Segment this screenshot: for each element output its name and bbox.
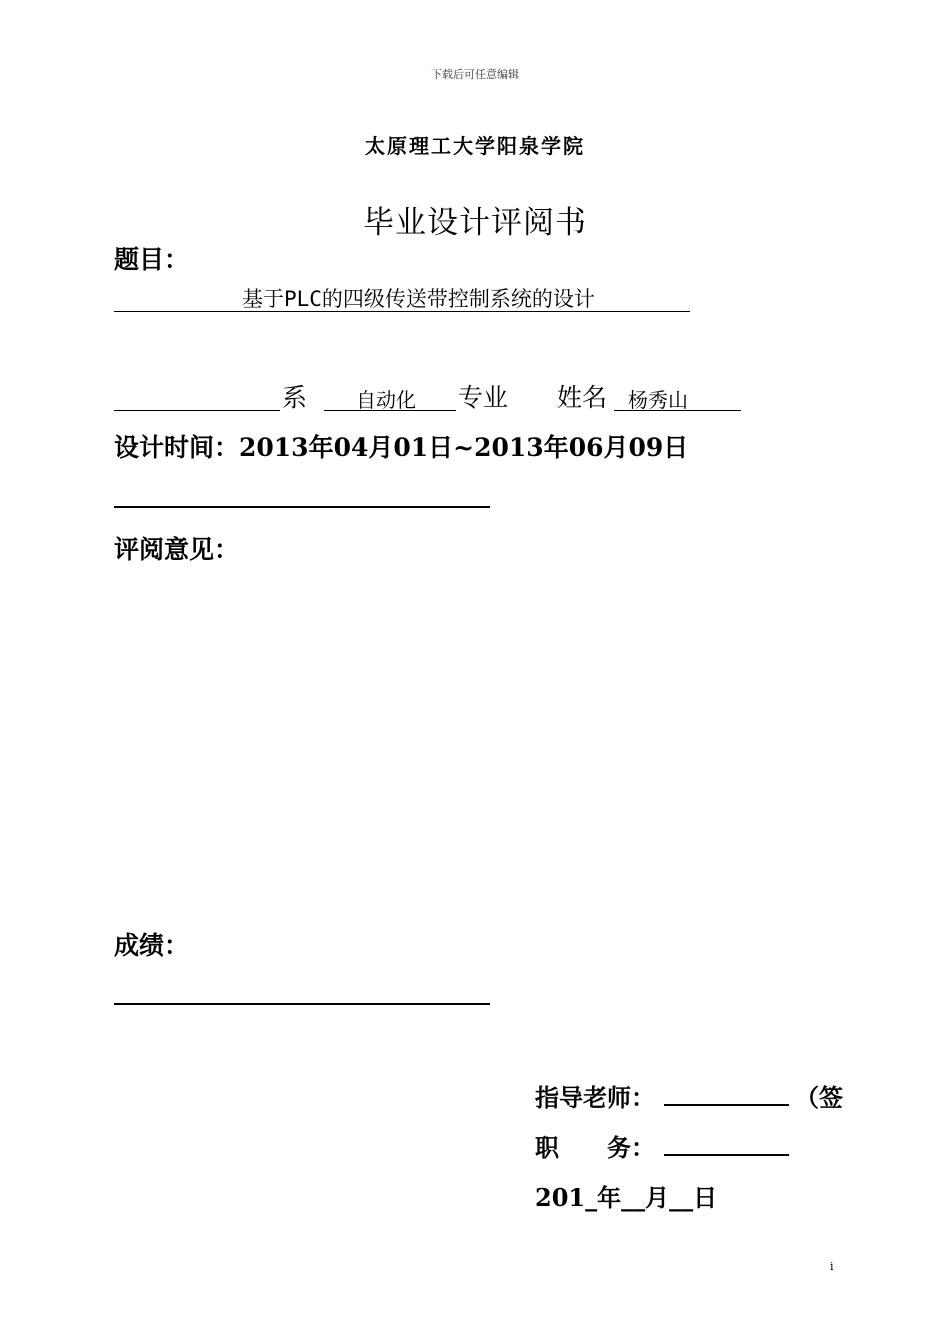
dept-blank bbox=[114, 378, 280, 411]
topic-value: 基于PLC的四级传送带控制系统的设计 bbox=[242, 287, 595, 311]
design-time-rule bbox=[114, 506, 490, 508]
header-note: 下载后可任意编辑 bbox=[431, 68, 519, 81]
grade-rule bbox=[114, 1003, 490, 1005]
design-time: 设计时间：2013年04月01日~2013年06月09日 bbox=[114, 433, 689, 462]
advisor-signature-line bbox=[664, 1080, 789, 1106]
school-name: 太原理工大学阳泉学院 bbox=[365, 134, 585, 158]
major-label: 专业 bbox=[458, 383, 509, 412]
name-label: 姓名 bbox=[557, 383, 608, 412]
page-number: i bbox=[830, 1260, 834, 1273]
dept-suffix: 系 bbox=[282, 383, 308, 412]
title-line bbox=[664, 1130, 789, 1156]
grade-label: 成绩： bbox=[114, 931, 190, 960]
name-value: 杨秀山 bbox=[628, 388, 688, 412]
topic-label: 题目： bbox=[114, 245, 190, 274]
major-value: 自动化 bbox=[356, 388, 416, 412]
sign-note: （签 bbox=[795, 1083, 843, 1112]
document-title: 毕业设计评阅书 bbox=[363, 205, 587, 241]
date-line: 201_年__月__日 bbox=[535, 1183, 718, 1212]
advisor-label: 指导老师： bbox=[535, 1083, 655, 1112]
title-label: 职 务： bbox=[535, 1133, 655, 1162]
review-label: 评阅意见： bbox=[114, 535, 240, 564]
